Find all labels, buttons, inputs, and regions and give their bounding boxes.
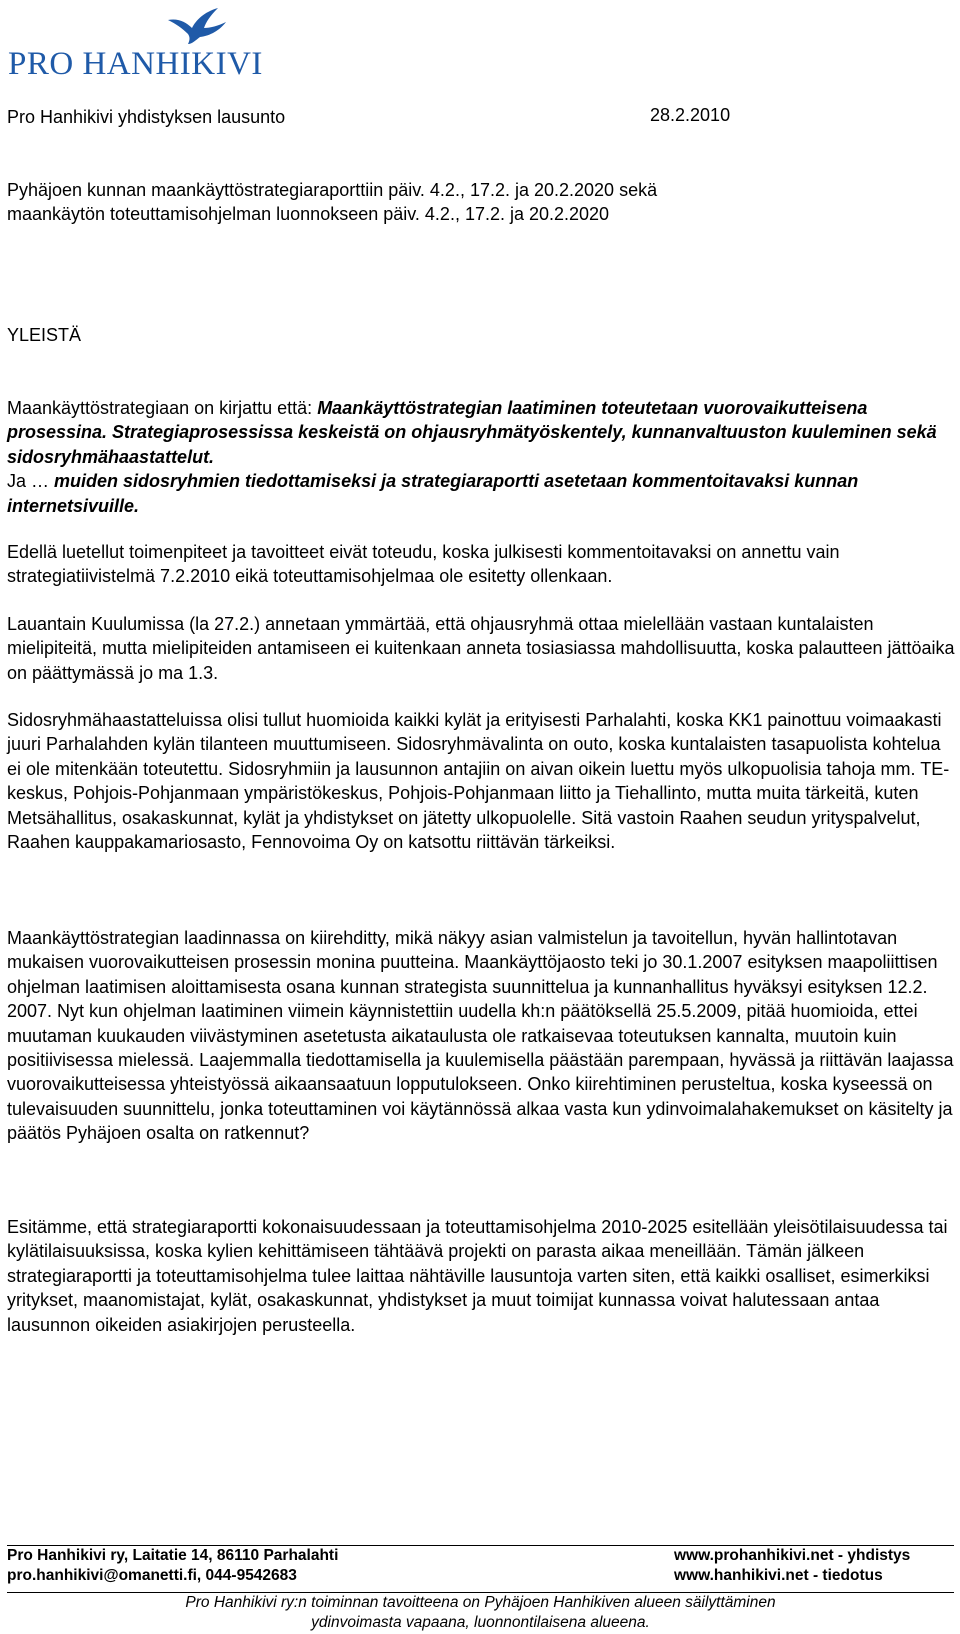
subject-line-2: maankäytön toteuttamisohjelman luonnokseen päiv. 4.2., 17.2. ja 20.2.2020 [7, 204, 610, 224]
paragraph-2: Edellä luetellut toimenpiteet ja tavoitteet eivät toteudu, koska julkisesti kommentoitavaksi on annettu vain strategiatiivistelmä 7.2.2010 eikä toteuttamisohjelmaa ole esitetty ollenkaan. [7, 542, 840, 587]
p1-ja: Ja … [7, 471, 55, 492]
footer [7, 1545, 954, 1586]
p1-quote-2: muiden sidosryhmien tiedottamiseksi ja strategiaraportti asetetaan kommentoitavaksi kunnan internetsivuille. [7, 471, 859, 516]
p1-quote: Maankäyttöstrategian laatiminen toteutetaan vuorovaikutteisena prosessina. Strategiaprosessissa keskeistä on ohjausryhmätyöskentely, kunnanvaltuuston kuuleminen sekä sidosryhmähaastattelut. [7, 398, 937, 467]
paragraph-3: Lauantain Kuulumissa (la 27.2.) annetaan ymmärtää, että ohjausryhmä ottaa mielellään vastaan kuntalaisten mielipiteitä, mutta mielipiteiden antamiseen ei kuitenkaan anneta tosiasiassa mahdollisuutta, koska palautteen jättöaika on päättymässä jo ma 1.3. [7, 614, 955, 683]
document-title: Pro Hanhikivi yhdistyksen lausunto [7, 107, 286, 127]
footer-email-phone[interactable]: pro.hanhikivi@omanetti.fi, 044-9542683 [7, 1567, 297, 1584]
goose-icon [166, 6, 228, 46]
section-heading: YLEISTÄ [7, 325, 82, 345]
logo-text: PRO HANHIKIVI [8, 46, 263, 82]
footer-address: Pro Hanhikivi ry, Laitatie 14, 86110 Parhalahti [7, 1547, 339, 1564]
paragraph-1 [7, 396, 957, 518]
logo [8, 6, 278, 82]
paragraph-6: Esitämme, että strategiaraportti kokonaisuudessaan ja toteuttamisohjelma 2010-2025 esitellään yleisötilaisuudessa tai kylätilaisuuksissa, koska kylien kehittämiseen tähtäävä projekti on parasta aikaa meneillään. Tämän jälkeen strategiaraportti ja toteuttamisohjelma tulee laittaa nähtäville lausuntoja varten siten, että kaikki osalliset, esimerkiksi yritykset, maanomistajat, kylät, osakaskunnat, yhdistykset ja muut toimijat kunnassa voivat halutessaan antaa lausunnon oikeiden asiakirjojen perusteella. [7, 1217, 948, 1335]
mission-line-1: Pro Hanhikivi ry:n toiminnan tavoitteena on Pyhäjoen Hanhikiven alueen säilyttäminen [185, 1594, 776, 1611]
mission-line-2: ydinvoimasta vapaana, luonnontilaisena alueena. [311, 1614, 650, 1631]
paragraph-5: Maankäyttöstrategian laadinnassa on kiirehditty, mikä näkyy asian valmistelun ja tavoitellun, hyvän hallintotavan mukaisen vuorovaikutteisen prosessin monina puutteina. Maankäyttöjaosto teki jo 30.1.2007 esityksen maapoliittisen ohjelman laatimisen aloittamisesta osana kunnan strategista suunnittelua ja kunnanhallitus hyväksyi esityksen 12.2. 2007. Nyt kun ohjelman laatiminen viimein käynnistettiin uudella kh:n päätöksellä 25.5.2009, pitää huomioida, ettei muutaman kuukauden viivästyminen asetetusta aikataulusta ole ratkaisevaa toteutuksen kannalta, muutoin kuin positiivisessa mielessä. Laajemmalla tiedottamisella ja kuulemisella päästään parempaan, hyvässä ja riittävän laajassa vuorovaikutteisessa yhteistyössä aikaansaatuun lopputulokseen. Onko kiirehtiminen perusteltua, koska kyseessä on tulevaisuuden suunnittelu, jonka toteuttaminen voi käytännössä alkaa vasta kun ydinvoimalahakemukset on käsitelty ja päätös Pyhäjoen osalta on ratkennut? [7, 928, 954, 1144]
footer-web-yhdistys[interactable]: www.prohanhikivi.net - yhdistys [674, 1547, 911, 1564]
paragraph-4: Sidosryhmähaastatteluissa olisi tullut huomioida kaikki kylät ja erityisesti Parhalahti, koska KK1 painottuu voimaakasti juuri Parhalahden kylän tilanteen muuttumiseen. Sidosryhmävalinta on outo, koska kuntalaisten tasapuolista kohtelua ei ole mitenkään toteutettu. Sidosryhmiin ja lausunnon antajiin on aivan oikein luettu myös ulkopuolisia tahoja mm. TE-keskus, Pohjois-Pohjanmaan ympäristökeskus, Pohjois-Pohjanmaan liitto ja Tiehallinto, mutta muita tärkeitä, kuten Metsähallitus, osakaskunnat, kylät ja yhdistykset on jätetty ulkopuolelle. Sitä vastoin Raahen seudun yrityspalvelut, Raahen kauppakamariosasto, Fennovoima Oy on katsottu riittävän tärkeiksi. [7, 710, 950, 853]
subject-line-1: Pyhäjoen kunnan maankäyttöstrategiaraporttiin päiv. 4.2., 17.2. ja 20.2.2020 sekä [7, 180, 658, 200]
document-date: 28.2.2010 [650, 105, 731, 125]
footer-web-tiedotus[interactable]: www.hanhikivi.net - tiedotus [674, 1567, 883, 1584]
p1-intro: Maankäyttöstrategiaan on kirjattu että: [7, 398, 318, 418]
footer-mission [7, 1592, 954, 1633]
